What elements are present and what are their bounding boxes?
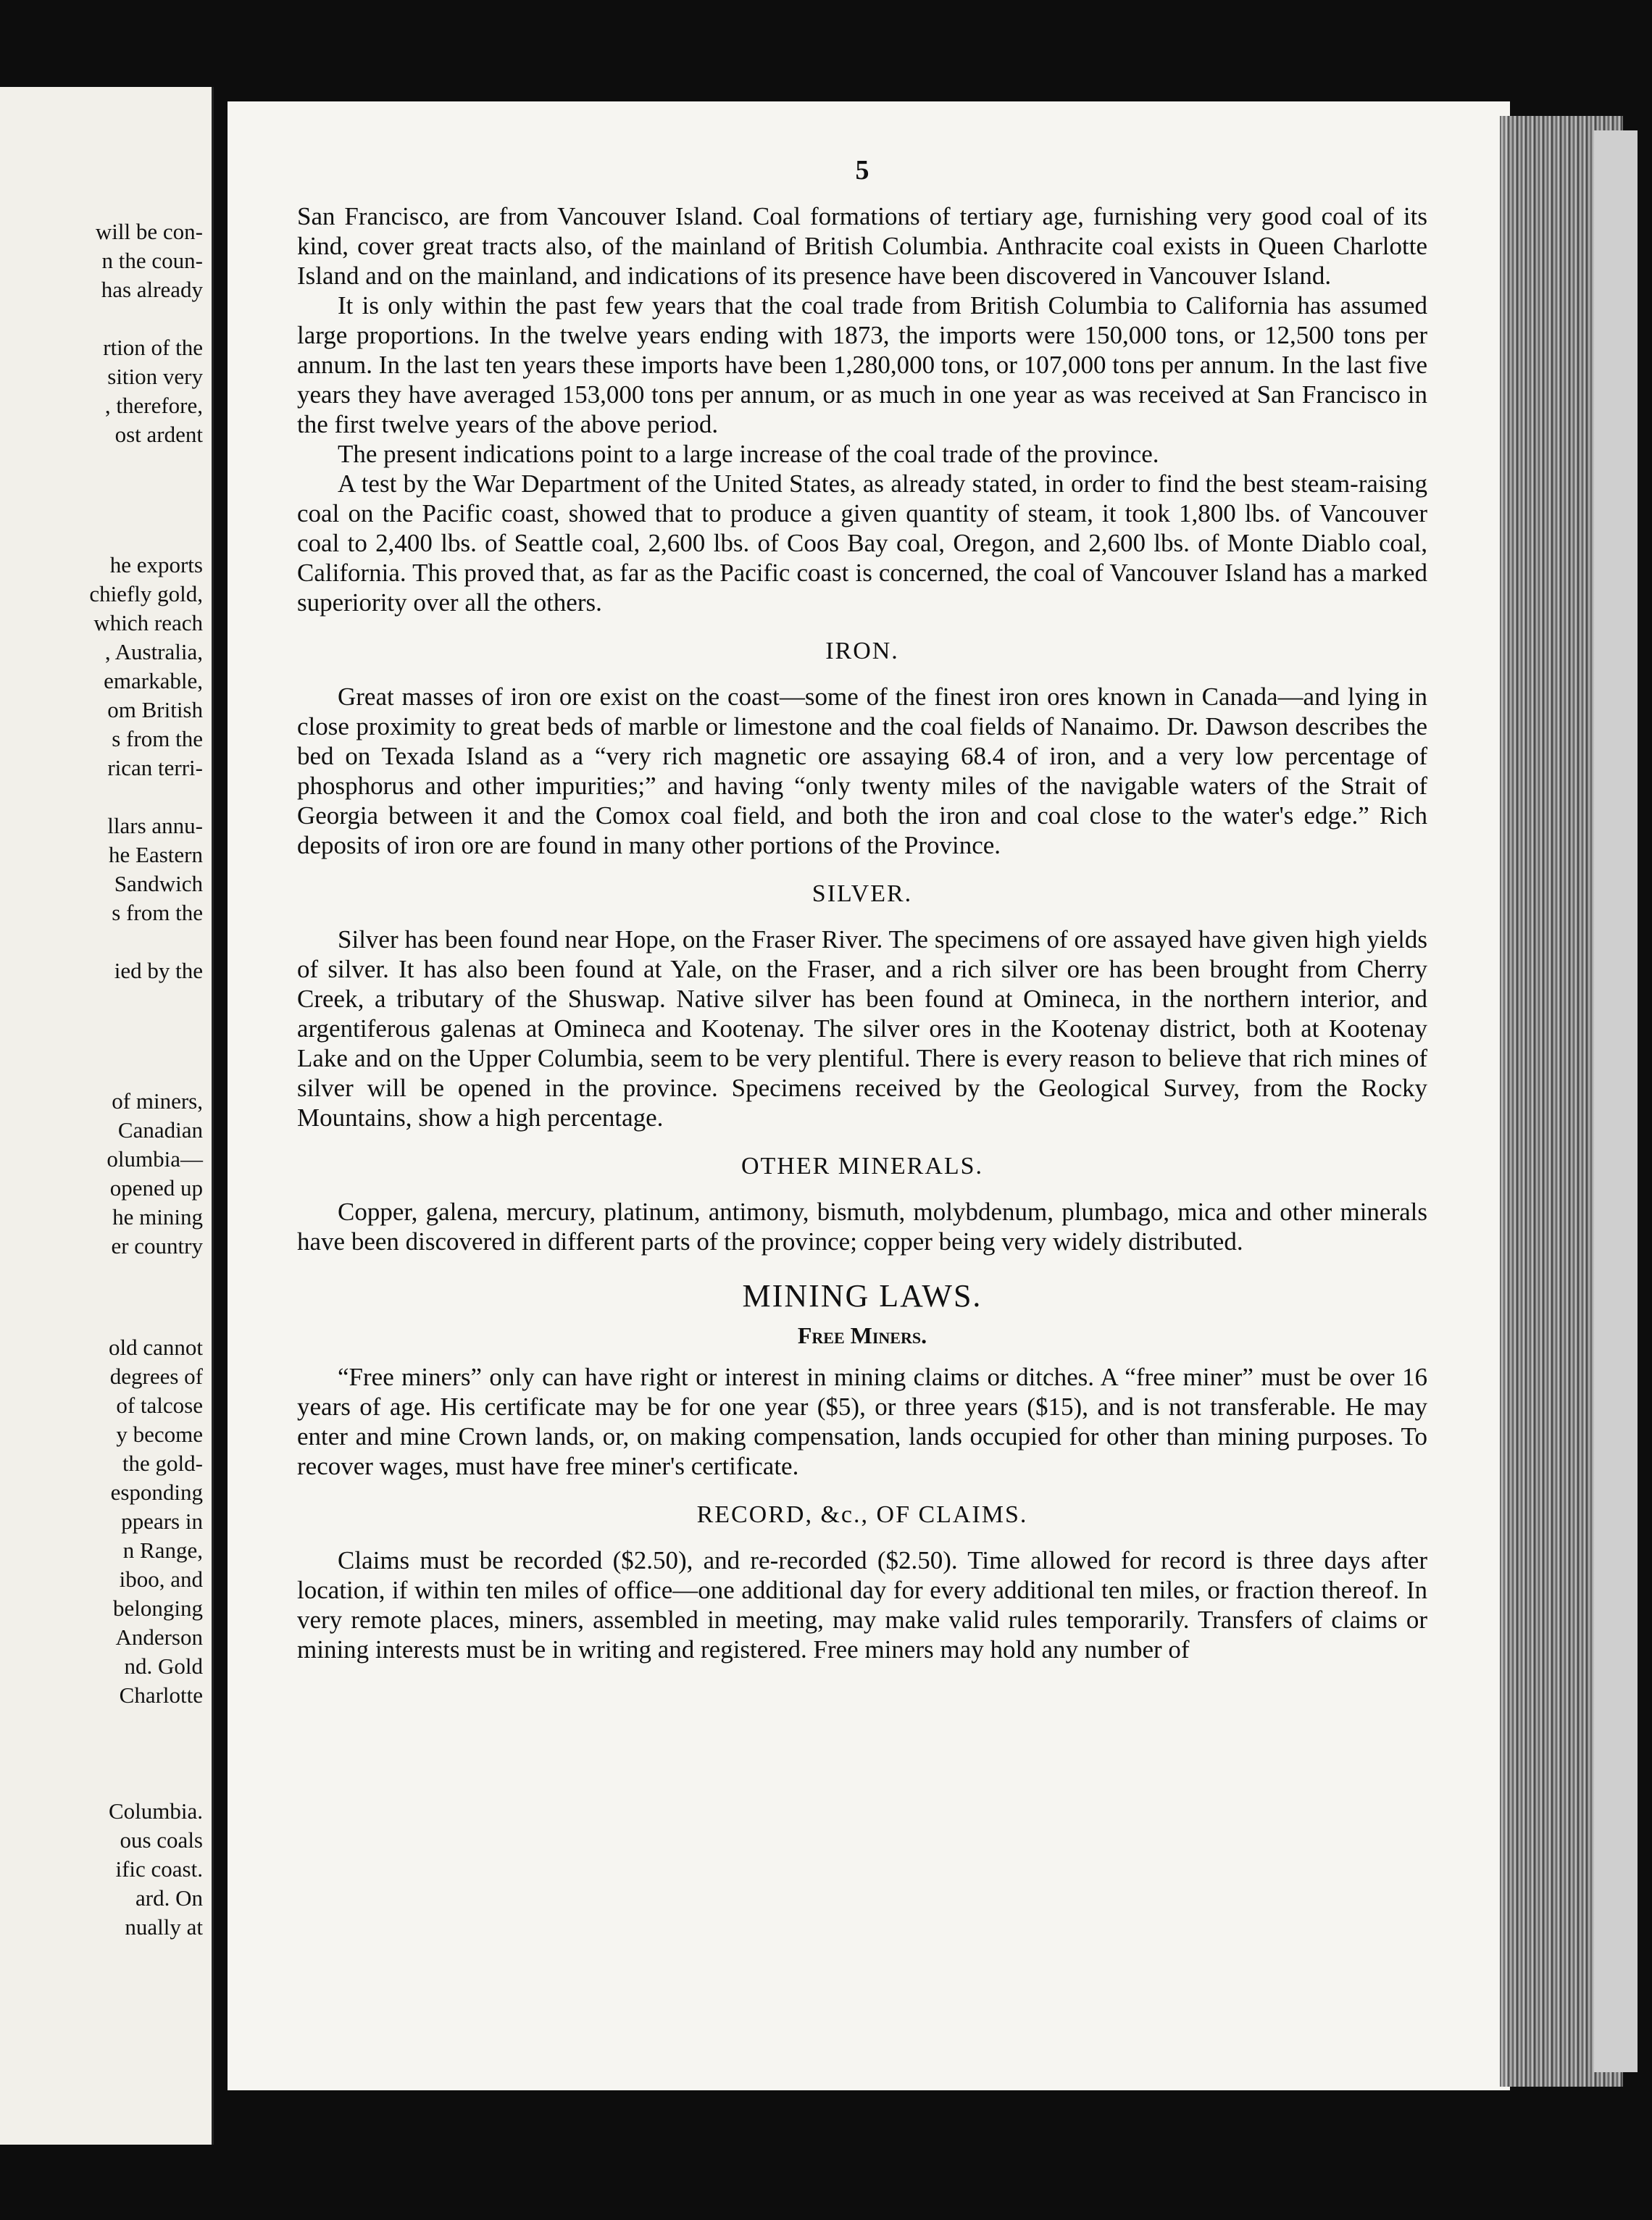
left-facing-page xyxy=(0,87,214,2145)
left-page-text-fragment: ous coals xyxy=(120,1827,203,1853)
left-page-text-fragment: llars annu- xyxy=(107,813,203,838)
left-page-text-fragment: ific coast. xyxy=(115,1856,203,1882)
left-page-text-fragment: has already xyxy=(101,277,203,302)
left-page-text-fragment: opened up xyxy=(109,1175,203,1201)
left-page-text-fragment: rtion of the xyxy=(103,335,203,360)
left-page-text-fragment: ard. On xyxy=(135,1885,203,1911)
left-page-text-fragment: Columbia. xyxy=(108,1798,203,1824)
left-page-text-fragment: he exports xyxy=(109,552,203,577)
paragraph-coal-trade: It is only within the past few years that the coal trade from British Columbia to California has assumed large proportions. In the twelve years ending with 1873, the imports were 150,000 tons, or 12,500 tons per annum. In the last ten years these imports have been 1,280,000 tons, or 107,000 tons per annum. In the last five years they have averaged 153,000 tons per annum, or as much in one year as was received at San Francisco in the first twelve years of the above period. xyxy=(297,291,1427,438)
left-page-text-fragment: Sandwich xyxy=(114,871,203,896)
left-page-text-fragment: Canadian xyxy=(117,1117,203,1143)
left-page-text-fragment: om British xyxy=(107,697,203,722)
paragraph-coal-test: A test by the War Department of the United States, as already stated, in order to find the best steam-raising coal on the Pacific coast, showed that to produce a given quantity of steam, it took 1,800 lbs. of Vancouver coal to 2,400 lbs. of Seattle coal, 2,600 lbs. of Coos Bay coal, Oregon, and 2,600 lbs. of Monte Diablo coal, California. This proved that, as far as the Pacific coast is concerned, the coal of Vancouver Island has a marked superiority over all the others. xyxy=(297,470,1427,617)
page-content xyxy=(297,156,1427,1664)
page-number: 5 xyxy=(855,155,869,185)
left-page-text-fragment: s from the xyxy=(112,726,203,751)
left-page-text-fragment: degrees of xyxy=(109,1364,203,1389)
left-page-text-fragment: sition very xyxy=(107,364,203,389)
paragraph-free-miners: “Free miners” only can have right or interest in mining claims or ditches. A “free miner” must be over 16 years of age. His certificate may be for one year ($5), or three years ($15), and is not transferable. He may enter and mine Crown lands, or, on making compensation, lands occupied for other than mining purposes. To recover wages, must have free miner's certificate. xyxy=(297,1363,1427,1480)
left-page-text-fragment: the gold- xyxy=(122,1451,203,1476)
left-page-text-fragment: Charlotte xyxy=(119,1682,203,1708)
paragraph-coal-sources: San Francisco, are from Vancouver Island. Coal formations of tertiary age, furnishing very good coal of its kind, cover great tracts also, of the mainland of British Columbia. Anthracite coal exists in Queen Charlotte Island and on the mainland, and indications of its presence have been discovered in Vancouver Island. xyxy=(297,202,1427,290)
left-page-text-fragment: , Australia, xyxy=(104,639,203,664)
left-page-text-fragment: rican terri- xyxy=(107,755,203,780)
left-page-text-fragment: esponding xyxy=(110,1480,203,1505)
paragraph-other-minerals: Copper, galena, mercury, platinum, antimony, bismuth, molybdenum, plumbago, mica and other minerals have been discovered in different parts of the province; copper being very widely distributed. xyxy=(297,1198,1427,1256)
left-page-text-fragment: old cannot xyxy=(109,1335,203,1360)
left-page-text-fragment: n Range, xyxy=(122,1537,203,1563)
page-edge-shade xyxy=(1594,130,1638,2072)
left-page-text-fragment: of talcose xyxy=(116,1393,203,1418)
left-page-text-fragment: ost ardent xyxy=(114,422,203,447)
left-page-text-fragment: of miners, xyxy=(112,1088,203,1114)
left-page-text-fragment: er country xyxy=(111,1233,203,1259)
left-page-text-fragment: ppears in xyxy=(121,1508,203,1534)
left-page-text-fragment: n the coun- xyxy=(101,248,203,273)
paragraph-record-of-claims: Claims must be recorded ($2.50), and re-recorded ($2.50). Time allowed for record is three days after location, if within ten miles of office—one additional day for every additional ten miles, or fraction thereof. In very remote places, miners, assembled in meeting, may make valid rules temporarily. Transfers of claims or mining interests must be in writing and registered. Free miners may hold any number of xyxy=(297,1546,1427,1664)
heading-silver: SILVER. xyxy=(812,880,913,907)
left-page-text-fragment: s from the xyxy=(112,900,203,925)
left-page-text-fragment: which reach xyxy=(93,610,203,635)
left-page-text-fragment: y become xyxy=(116,1422,203,1447)
left-page-text-fragment: he mining xyxy=(112,1204,203,1230)
left-page-text-fragment: , therefore, xyxy=(104,393,203,418)
paragraph-iron: Great masses of iron ore exist on the coast—some of the finest iron ores known in Canada—and lying in close proximity to great beds of marble or limestone and the coal fields of Nanaimo. Dr. Dawson describes the bed on Texada Island as a “very rich magnetic ore assaying 68.4 of iron, and a very low percentage of phosphorus and other impurities;” and having “only twenty miles of the navigable waters of the Strait of Georgia between it and the Comox coal field, and both the iron and coal close to the water's edge.” Rich deposits of iron ore are found in many other portions of the Province. xyxy=(297,683,1427,859)
left-page-text-fragment: will be con- xyxy=(95,219,203,244)
paragraph-silver: Silver has been found near Hope, on the Fraser River. The specimens of ore assayed have given high yields of silver. It has also been found at Yale, on the Fraser, and a rich silver ore has been brought from Cherry Creek, a tributary of the Shuswap. Native silver has been found at Omineca, in the northern interior, and argentiferous galenas at Omineca and Kootenay. The silver ores in the Kootenay district, both at Kootenay Lake and on the Upper Columbia, seem to be very plentiful. There is every reason to believe that rich mines of silver will be opened in the province. Specimens received by the Geological Survey, from the Rocky Mountains, show a high percentage. xyxy=(297,925,1427,1132)
heading-mining-laws: MINING LAWS. xyxy=(742,1278,983,1314)
left-page-text-fragment: he Eastern xyxy=(109,842,203,867)
heading-iron: IRON. xyxy=(825,638,899,664)
paragraph-coal-indications: The present indications point to a large increase of the coal trade of the province. xyxy=(338,440,1159,468)
left-page-text-fragment: olumbia— xyxy=(107,1146,203,1172)
subheading-free-miners: Free Miners. xyxy=(797,1322,927,1348)
heading-other-minerals: OTHER MINERALS. xyxy=(741,1153,984,1180)
left-page-text-fragment: emarkable, xyxy=(104,668,203,693)
left-page-text-fragment: Anderson xyxy=(115,1624,203,1650)
left-page-text-fragment: ied by the xyxy=(114,958,203,983)
left-page-text-fragment: chiefly gold, xyxy=(89,581,203,606)
left-page-text-fragment: nually at xyxy=(125,1914,203,1940)
left-page-text-fragment: iboo, and xyxy=(119,1566,203,1592)
left-page-text-fragment: belonging xyxy=(113,1595,203,1621)
left-page-text-fragment: nd. Gold xyxy=(124,1653,203,1679)
heading-record-of-claims: RECORD, &c., OF CLAIMS. xyxy=(696,1501,1028,1528)
